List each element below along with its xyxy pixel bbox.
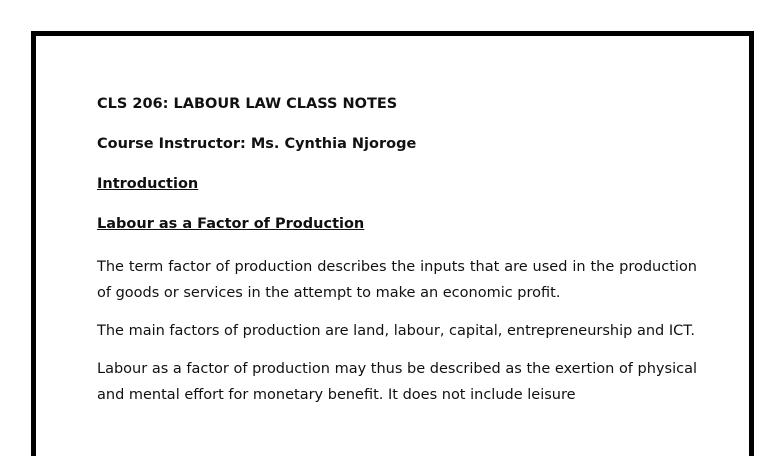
paragraph: Labour as a factor of production may thus be described as the exertion of physical and mental effort for monetary benefit. It does not include leisure	[97, 361, 697, 403]
course-instructor: Course Instructor: Ms. Cynthia Njoroge	[97, 136, 417, 152]
paragraph: The term factor of production describes the inputs that are used in the production of goods or services in the attempt to make an economic profit.	[97, 259, 697, 301]
document-page	[31, 31, 754, 456]
document-title: CLS 206: LABOUR LAW CLASS NOTES	[97, 96, 398, 112]
document-body	[97, 94, 697, 420]
paragraph: The main factors of production are land, labour, capital, entrepreneurship and ICT.	[97, 323, 695, 339]
subsection-heading: Labour as a Factor of Production	[97, 216, 365, 232]
section-heading: Introduction	[97, 176, 199, 192]
